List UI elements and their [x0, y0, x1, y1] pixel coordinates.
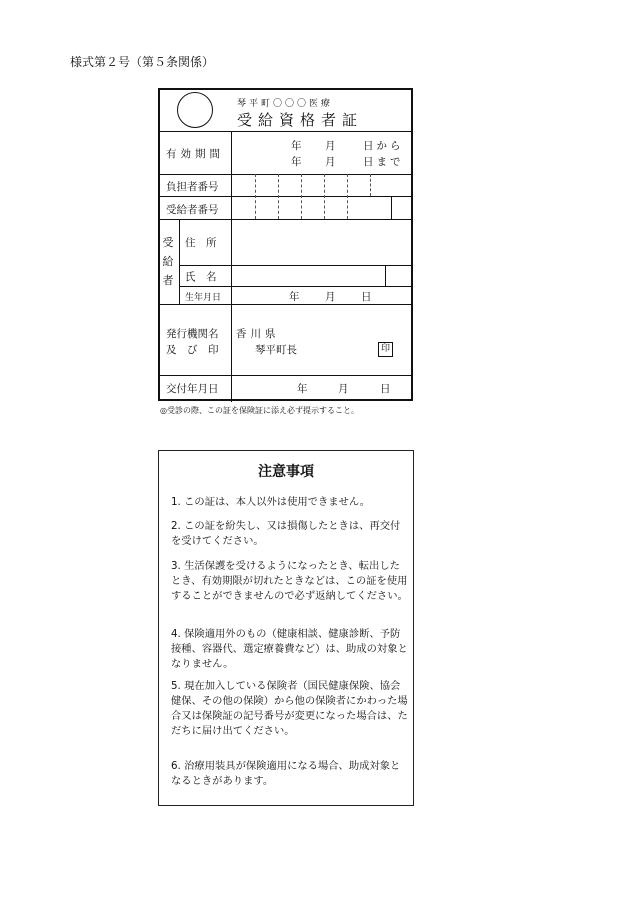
notice-item-6: 6. 治療用装具が保険適用になる場合、助成対象となるときがあります。: [171, 760, 401, 787]
notice-title: 注意事項: [258, 464, 314, 480]
issue-date-month: 月: [338, 383, 349, 395]
eligibility-card: [158, 88, 413, 401]
digit-divider: [278, 174, 279, 219]
issuer-label-2: 及 び 印: [166, 344, 219, 356]
notice-item-3: 3. 生活保護を受けるようになったとき、転出したとき、有効期限が切れたときなどは、この証を使用することができませんので必ず返納してください。: [171, 560, 408, 602]
birthdate-day: 日: [361, 291, 372, 303]
validity-from-year: 年: [291, 140, 302, 152]
notice-box: [158, 450, 414, 806]
issuer-prefecture: 香川県: [236, 328, 280, 340]
validity-to-year: 年: [291, 156, 302, 168]
digit-divider: [370, 174, 371, 196]
notice-item-2: 2. この証を紛失し、又は損傷したときは、再交付を受けてください。: [171, 520, 401, 547]
notice-item-5: 5. 現在加入している保険者（国民健康保険、協会健保、その他の保険）から他の保険者にかわった場合又は保険証の記号番号が変更になった場合は、ただちに届け出てください。: [171, 680, 408, 737]
validity-to-month: 月: [325, 156, 336, 168]
rule-title: [160, 131, 411, 132]
address-label: 住 所: [185, 237, 217, 249]
stamp-circle: [177, 92, 213, 128]
rule-issuer: [160, 375, 411, 376]
validity-from-day: 日から: [363, 140, 404, 152]
recipient-group-divider: [179, 219, 180, 304]
validity-label: 有効期間: [166, 148, 224, 160]
issue-date-year: 年: [297, 383, 308, 395]
name-label: 氏 名: [185, 271, 217, 283]
birthdate-year: 年: [289, 291, 300, 303]
payer-number-label: 負担者番号: [166, 181, 219, 193]
validity-to-day: 日まで: [363, 156, 404, 168]
recipient-number-label: 受給者番号: [166, 204, 219, 216]
digit-divider: [255, 174, 256, 219]
notice-item-1: 1. この証は、本人以外は使用できません。: [171, 496, 371, 508]
form-label: 様式第２号（第５条関係）: [70, 55, 215, 69]
card-note: ◎受診の際、この証を保険証に添え必ず提示すること。: [160, 406, 359, 415]
issue-date-label: 交付年月日: [166, 383, 219, 395]
rule-birthdate: [160, 304, 411, 305]
rule-validity: [160, 174, 411, 175]
rule-name: [179, 286, 411, 287]
official-seal-mark: 印: [378, 342, 393, 357]
birthdate-label: 生年月日: [185, 293, 222, 303]
birthdate-month: 月: [325, 291, 336, 303]
digit-divider: [324, 174, 325, 219]
issuer-label-1: 発行機関名: [166, 328, 219, 340]
validity-from-month: 月: [325, 140, 336, 152]
card-town-line: 琴平町〇〇〇医療: [237, 99, 334, 109]
rule-recipient-no: [160, 219, 411, 220]
rule-address: [179, 265, 411, 266]
digit-divider: [301, 174, 302, 219]
notice-item-4: 4. 保険適用外のもの（健康相談、健康診断、予防接種、容器代、選定療養費など）は、助成の対象となりません。: [171, 628, 408, 670]
issuer-mayor: 琴平町長: [255, 344, 297, 356]
recipient-vertical-label: 受給者: [162, 236, 174, 287]
name-extra-divider: [385, 265, 386, 286]
recipient-number-end: [391, 196, 392, 219]
rule-payer: [160, 196, 411, 197]
digit-divider: [347, 174, 348, 219]
label-column-divider: [231, 131, 232, 402]
card-title: 受給資格者証: [237, 111, 364, 129]
issue-date-day: 日: [380, 383, 391, 395]
